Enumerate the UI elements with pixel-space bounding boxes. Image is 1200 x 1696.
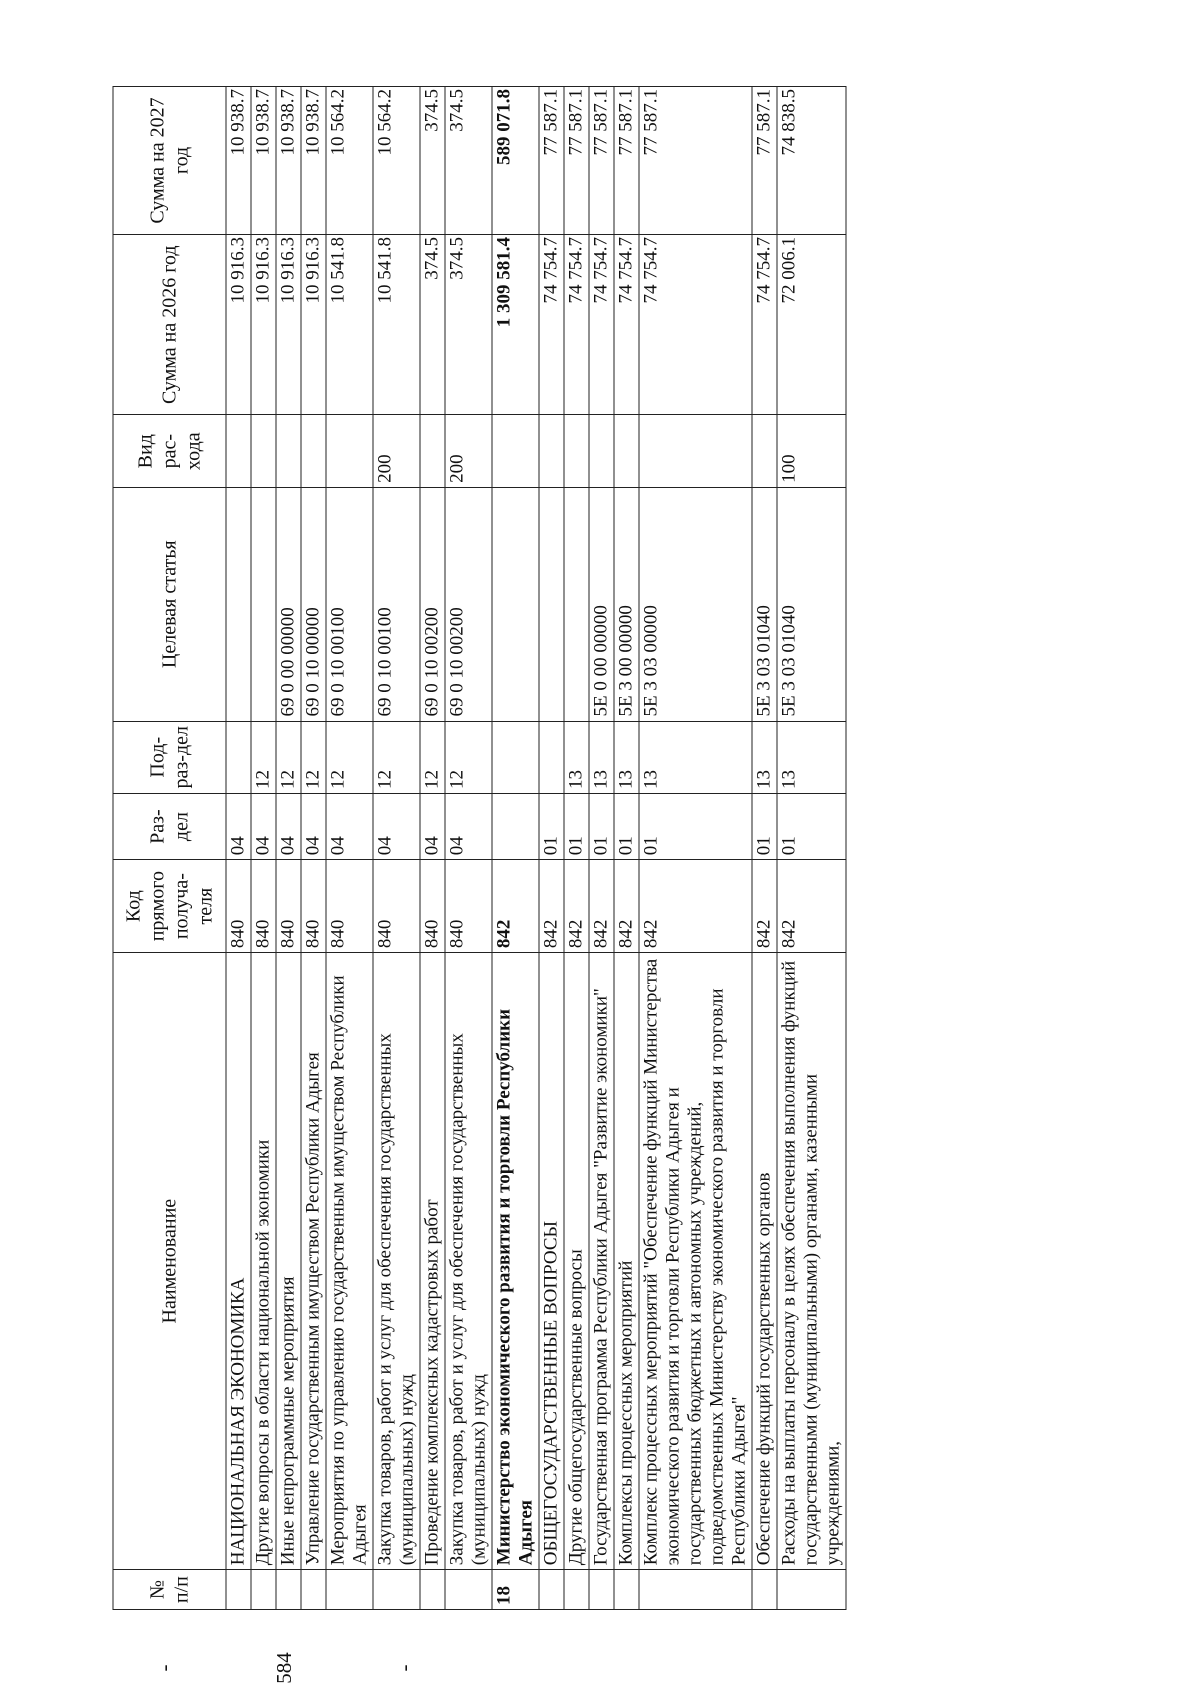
header-no: № п/п: [113, 1570, 226, 1610]
budget-table: [113, 86, 847, 1610]
cell-target-article: 69 0 10 00200: [445, 487, 492, 721]
cell-no: [445, 1570, 492, 1610]
cell-expense-type: [539, 415, 564, 487]
table-row: [614, 87, 639, 1610]
cell-sum-2027: 77 587.1: [589, 87, 614, 235]
table-row: [539, 87, 564, 1610]
header-sum-2026: Сумма на 2026 год: [113, 234, 226, 415]
rotated-page-content: [113, 86, 1088, 1610]
cell-name: Комплексы процессных мероприятий: [614, 953, 639, 1570]
cell-target-article: 5Е 0 00 00000: [589, 487, 614, 721]
cell-sum-2026: 374.5: [445, 234, 492, 415]
cell-name: Закупка товаров, работ и услуг для обеспечения государственных (муниципальных) нужд: [373, 953, 420, 1570]
cell-recipient-code: 840: [445, 860, 492, 953]
cell-no: [276, 1570, 301, 1610]
cell-no: [614, 1570, 639, 1610]
cell-name: Комплекс процессных мероприятий "Обеспечение функций Министерства экономического развития и торговли Республики Адыгея и государственных бюджетных и автономных учреждений, подведомственных Министерству экономического развития и торговли Республики Адыгея": [639, 953, 752, 1570]
cell-sum-2027: 74 838.5: [777, 87, 846, 235]
cell-sum-2027: 10 938.7: [251, 87, 276, 235]
cell-sum-2027: 589 071.8: [492, 87, 539, 235]
cell-target-article: 69 0 00 00000: [276, 487, 301, 721]
cell-sum-2026: 10 916.3: [301, 234, 326, 415]
cell-subsection: 12: [420, 721, 445, 793]
cell-no: [777, 1570, 846, 1610]
cell-subsection: 13: [777, 721, 846, 793]
header-target-article: Целевая статья: [113, 487, 226, 721]
cell-recipient-code: 840: [251, 860, 276, 953]
cell-sum-2027: 10 564.2: [326, 87, 373, 235]
cell-expense-type: 100: [777, 415, 846, 487]
cell-no: [373, 1570, 420, 1610]
cell-section: 01: [639, 793, 752, 859]
cell-sum-2027: 77 587.1: [752, 87, 777, 235]
cell-subsection: 13: [589, 721, 614, 793]
cell-name: Министерство экономического развития и торговли Республики Адыгея: [492, 953, 539, 1570]
cell-section: 01: [752, 793, 777, 859]
cell-section: 04: [420, 793, 445, 859]
cell-sum-2026: 10 916.3: [226, 234, 251, 415]
cell-section: 04: [251, 793, 276, 859]
table-row: [301, 87, 326, 1610]
cell-name: Проведение комплексных кадастровых работ: [420, 953, 445, 1570]
cell-section: 04: [276, 793, 301, 859]
cell-sum-2026: 374.5: [420, 234, 445, 415]
cell-name: НАЦИОНАЛЬНАЯ ЭКОНОМИКА: [226, 953, 251, 1570]
cell-recipient-code: 840: [276, 860, 301, 953]
cell-sum-2026: 10 541.8: [373, 234, 420, 415]
cell-target-article: 5Е 3 03 00000: [639, 487, 752, 721]
cell-no: [226, 1570, 251, 1610]
cell-target-article: 69 0 10 00100: [326, 487, 373, 721]
cell-subsection: 12: [326, 721, 373, 793]
cell-section: 04: [445, 793, 492, 859]
header-sum-2027: Сумма на 2027 год: [113, 87, 226, 235]
cell-subsection: [492, 721, 539, 793]
cell-name: Иные непрограммные мероприятия: [276, 953, 301, 1570]
cell-recipient-code: 842: [752, 860, 777, 953]
cell-expense-type: 200: [373, 415, 420, 487]
cell-sum-2026: 10 916.3: [276, 234, 301, 415]
cell-subsection: [226, 721, 251, 793]
cell-sum-2026: 74 754.7: [564, 234, 589, 415]
cell-expense-type: [589, 415, 614, 487]
cell-expense-type: [251, 415, 276, 487]
cell-name: Управление государственным имуществом Республики Адыгея: [301, 953, 326, 1570]
cell-name: Закупка товаров, работ и услуг для обеспечения государственных (муниципальных) нужд: [445, 953, 492, 1570]
table-row: [589, 87, 614, 1610]
cell-target-article: [492, 487, 539, 721]
cell-subsection: 12: [301, 721, 326, 793]
cell-target-article: 69 0 10 00200: [420, 487, 445, 721]
table-body: [226, 87, 846, 1610]
cell-name: Мероприятия по управлению государственным имуществом Республики Адыгея: [326, 953, 373, 1570]
table-row: [752, 87, 777, 1610]
cell-section: 04: [326, 793, 373, 859]
cell-name: Расходы на выплаты персоналу в целях обеспечения выполнения функций государственными (муниципальными) органами, казенными учреждениями,: [777, 953, 846, 1570]
cell-name: ОБЩЕГОСУДАРСТВЕННЫЕ ВОПРОСЫ: [539, 953, 564, 1570]
cell-expense-type: [614, 415, 639, 487]
cell-name: Другие вопросы в области национальной экономики: [251, 953, 276, 1570]
cell-recipient-code: 842: [492, 860, 539, 953]
cell-sum-2027: 77 587.1: [614, 87, 639, 235]
table-header-row: [113, 87, 226, 1610]
cell-sum-2027: 77 587.1: [639, 87, 752, 235]
table-row: [326, 87, 373, 1610]
cell-sum-2027: 77 587.1: [539, 87, 564, 235]
cell-section: 01: [614, 793, 639, 859]
cell-expense-type: [752, 415, 777, 487]
cell-sum-2027: 10 938.7: [301, 87, 326, 235]
cell-subsection: 13: [639, 721, 752, 793]
cell-name: Другие общегосударственные вопросы: [564, 953, 589, 1570]
cell-no: [326, 1570, 373, 1610]
cell-target-article: 5Е 3 03 01040: [752, 487, 777, 721]
cell-sum-2026: 74 754.7: [589, 234, 614, 415]
cell-target-article: [251, 487, 276, 721]
cell-target-article: 69 0 10 00000: [301, 487, 326, 721]
table-row: [492, 87, 539, 1610]
cell-section: [492, 793, 539, 859]
cell-no: [564, 1570, 589, 1610]
cell-sum-2027: 374.5: [420, 87, 445, 235]
header-section: Раз-дел: [113, 793, 226, 859]
cell-target-article: 69 0 10 00100: [373, 487, 420, 721]
table-row: [445, 87, 492, 1610]
cell-subsection: 13: [564, 721, 589, 793]
cell-target-article: [226, 487, 251, 721]
cell-target-article: 5Е 3 03 01040: [777, 487, 846, 721]
cell-subsection: 12: [251, 721, 276, 793]
header-recipient-code: Код прямого получа-теля: [113, 860, 226, 953]
table-row: [420, 87, 445, 1610]
cell-no: [752, 1570, 777, 1610]
cell-subsection: 12: [445, 721, 492, 793]
cell-recipient-code: 840: [373, 860, 420, 953]
cell-section: 01: [777, 793, 846, 859]
cell-sum-2026: 10 541.8: [326, 234, 373, 415]
table-row: [777, 87, 846, 1610]
page-number: - 584 -: [152, 1652, 416, 1684]
cell-section: 01: [539, 793, 564, 859]
cell-expense-type: [564, 415, 589, 487]
table-row: [251, 87, 276, 1610]
cell-recipient-code: 842: [639, 860, 752, 953]
cell-sum-2026: 10 916.3: [251, 234, 276, 415]
cell-subsection: 12: [373, 721, 420, 793]
cell-section: 04: [373, 793, 420, 859]
table-row: [639, 87, 752, 1610]
table-row: [276, 87, 301, 1610]
cell-subsection: 12: [276, 721, 301, 793]
cell-recipient-code: 840: [326, 860, 373, 953]
cell-target-article: 5Е 3 00 00000: [614, 487, 639, 721]
cell-no: [539, 1570, 564, 1610]
cell-no: 18: [492, 1570, 539, 1610]
cell-recipient-code: 840: [226, 860, 251, 953]
cell-sum-2027: 374.5: [445, 87, 492, 235]
header-expense-type: Вид рас-хода: [113, 415, 226, 487]
cell-recipient-code: 842: [539, 860, 564, 953]
table-row: [226, 87, 251, 1610]
cell-sum-2026: 74 754.7: [639, 234, 752, 415]
cell-no: [301, 1570, 326, 1610]
cell-no: [589, 1570, 614, 1610]
cell-sum-2027: 10 938.7: [226, 87, 251, 235]
cell-expense-type: [276, 415, 301, 487]
cell-sum-2027: 10 564.2: [373, 87, 420, 235]
table-row: [564, 87, 589, 1610]
cell-expense-type: [492, 415, 539, 487]
cell-section: 04: [301, 793, 326, 859]
cell-recipient-code: 842: [589, 860, 614, 953]
cell-target-article: [564, 487, 589, 721]
cell-sum-2026: 74 754.7: [752, 234, 777, 415]
cell-name: Государственная программа Республики Адыгея "Развитие экономики": [589, 953, 614, 1570]
cell-subsection: 13: [614, 721, 639, 793]
cell-expense-type: [226, 415, 251, 487]
cell-name: Обеспечение функций государственных органов: [752, 953, 777, 1570]
cell-subsection: 13: [752, 721, 777, 793]
cell-expense-type: [639, 415, 752, 487]
cell-recipient-code: 840: [301, 860, 326, 953]
table-row: [373, 87, 420, 1610]
header-name: Наименование: [113, 953, 226, 1570]
cell-expense-type: [326, 415, 373, 487]
cell-section: 01: [564, 793, 589, 859]
cell-sum-2026: 72 006.1: [777, 234, 846, 415]
header-subsection: Под-раз-дел: [113, 721, 226, 793]
cell-expense-type: [420, 415, 445, 487]
cell-recipient-code: 842: [777, 860, 846, 953]
cell-no: [251, 1570, 276, 1610]
cell-expense-type: 200: [445, 415, 492, 487]
cell-no: [420, 1570, 445, 1610]
cell-recipient-code: 842: [614, 860, 639, 953]
cell-recipient-code: 842: [564, 860, 589, 953]
cell-expense-type: [301, 415, 326, 487]
cell-sum-2027: 10 938.7: [276, 87, 301, 235]
cell-subsection: [539, 721, 564, 793]
cell-no: [639, 1570, 752, 1610]
cell-section: 04: [226, 793, 251, 859]
cell-sum-2026: 74 754.7: [614, 234, 639, 415]
cell-recipient-code: 840: [420, 860, 445, 953]
cell-sum-2026: 1 309 581.4: [492, 234, 539, 415]
cell-target-article: [539, 487, 564, 721]
cell-sum-2027: 77 587.1: [564, 87, 589, 235]
cell-sum-2026: 74 754.7: [539, 234, 564, 415]
cell-section: 01: [589, 793, 614, 859]
